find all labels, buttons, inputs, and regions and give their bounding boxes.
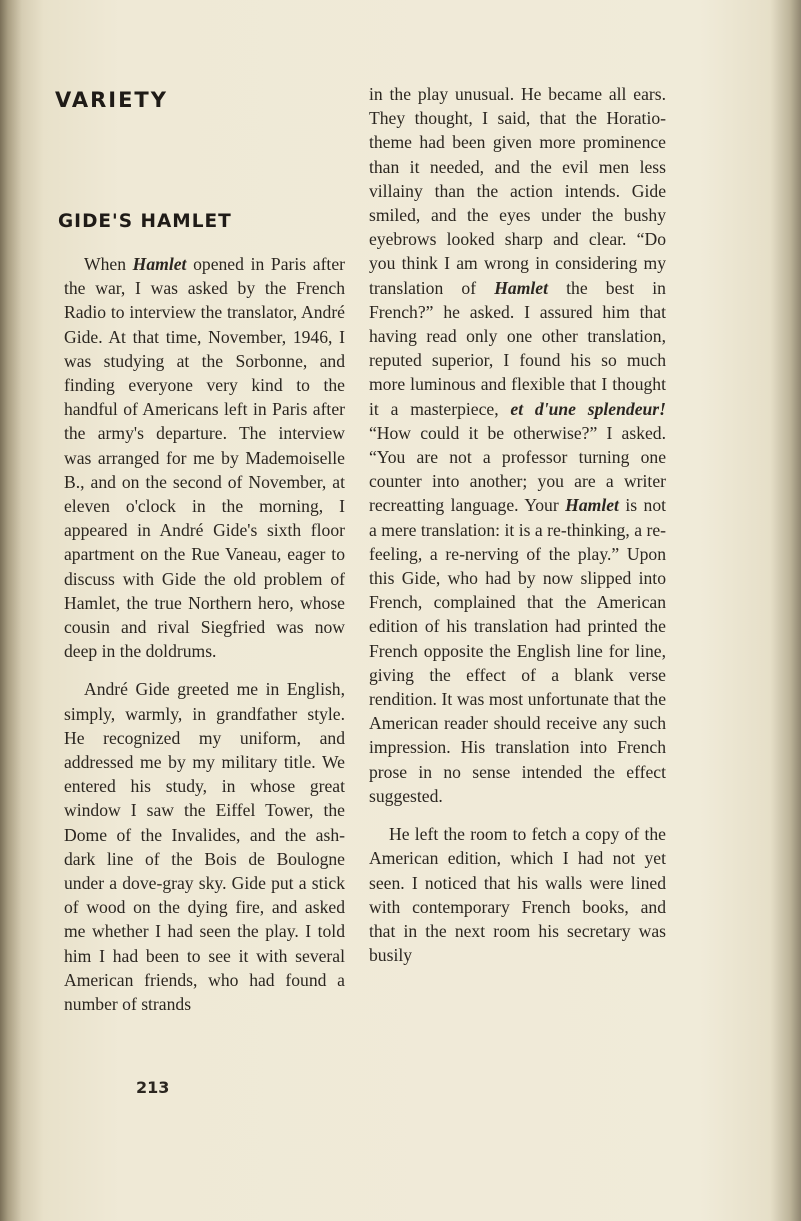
french-phrase: et d'une splendeur! — [510, 398, 666, 419]
paragraph: in the play unusual. He became all ears. They thought, I said, that the Horatio-theme had been given more prominence than it needed, and the evil men less villainy than the action intends. Gide smiled, and the eyes under the bushy eyebrows looked sharp and clear. “Do you think I am wrong in considering my translation of Hamlet the best in French?” he asked. I assured him that having read only one other translation, reputed superior, I found his so much more luminous and flexible that I thought it a masterpiece, et d'une splendeur! “How could it be otherwise?” I asked. “You are not a professor turning one counter into another; you are a writer recreatting language. Your Hamlet is not a mere translation: it is a re-thinking, a re-feeling, a re-nerving of the play.” Upon this Gide, who had by now slipped into French, complained that the American edition of his translation had printed the French opposite the English line for line, giving the effect of a blank verse rendition. It was most unfortunate that the American reader should receive any such impression. His translation into French prose in no sense intended the effect suggested. — [369, 84, 666, 806]
section-title: VARIETY — [55, 88, 168, 112]
paragraph: He left the room to fetch a copy of the American edition, which I had not yet seen. I noticed that his walls were lined with contemporary French books, and that in the next room his secretary was busily — [369, 824, 666, 966]
title-italic: Hamlet — [132, 254, 187, 274]
paragraph: André Gide greeted me in English, simply, warmly, in grandfather style. He recognized my uniform, and addressed me by my military title. We entered his study, in whose great window I saw the Eiffel Tower, the Dome of the Invalides, and the ash-dark line of the Bois de Boulogne under a dove-gray sky. Gide put a stick of wood on the dying fire, and asked me whether I had seen the play. I told him I had been to see it with several American friends, who had found a number of strands — [64, 679, 345, 1015]
article-title: GIDE'S HAMLET — [58, 211, 232, 232]
right-column — [369, 82, 666, 967]
title-italic: Hamlet — [494, 277, 548, 298]
left-column — [64, 252, 345, 1016]
title-italic: Hamlet — [565, 495, 619, 516]
paragraph: When Hamlet opened in Paris after the war, I was asked by the French Radio to interview the translator, André Gide. At that time, November, 1946, I was studying at the Sorbonne, and finding everyone very kind to the handful of Americans left in Paris after the army's departure. The interview was arranged for me by Mademoiselle B., and on the second of November, at eleven o'clock in the morning, I appeared in André Gide's sixth floor apartment on the Rue Vaneau, eager to discuss with Gide the old problem of Hamlet, the true Northern hero, whose cousin and rival Siegfried was now deep in the doldrums. — [64, 254, 345, 662]
page-number: 213 — [136, 1078, 170, 1097]
